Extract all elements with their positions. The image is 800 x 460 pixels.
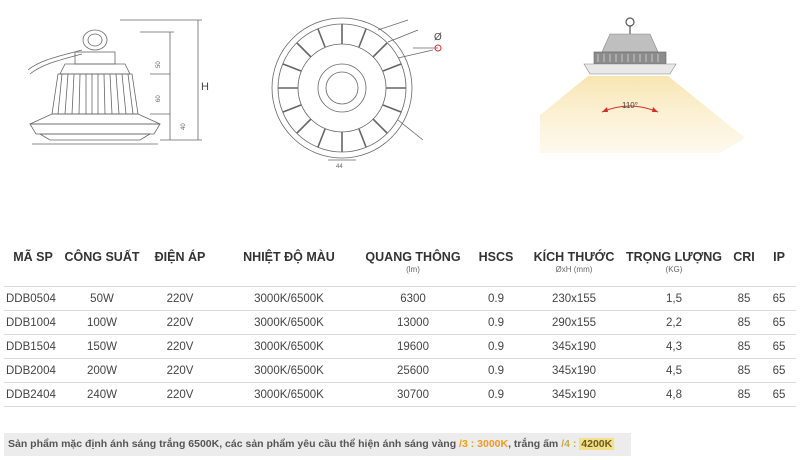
cell-power-factor: 0.9: [466, 383, 526, 407]
cell-voltage: 220V: [142, 311, 218, 335]
cell-color-temperature: 3000K/6500K: [218, 383, 360, 407]
cell-power-factor: 0.9: [466, 311, 526, 335]
side-view-drawing: [20, 12, 230, 162]
cell-power: 240W: [62, 383, 142, 407]
side-height-label: H: [201, 81, 209, 93]
note-neutral-prefix: /4 :: [561, 438, 580, 450]
cell-power-factor: 0.9: [466, 335, 526, 359]
note-neutral-value: 4200K: [581, 438, 613, 450]
side-dim-label: 40: [181, 123, 187, 130]
top-view-drawing: [258, 10, 458, 170]
cell-ip: 65: [762, 359, 796, 383]
table-header-row: [4, 240, 796, 287]
top-diameter-label: Ø: [434, 32, 442, 43]
cell-cri: 85: [726, 287, 762, 311]
cell-luminous-flux: 25600: [360, 359, 466, 383]
cell-voltage: 220V: [142, 335, 218, 359]
header-voltage: ĐIỆN ÁP: [154, 250, 206, 264]
cell-color-temperature: 3000K/6500K: [218, 311, 360, 335]
header-weight: TRỌNG LƯỢNG (KG): [625, 250, 723, 274]
cell-cri: 85: [726, 335, 762, 359]
cell-weight: 1,5: [622, 287, 726, 311]
cell-power-factor: 0.9: [466, 287, 526, 311]
cell-power: 100W: [62, 311, 142, 335]
cell-weight: 4,5: [622, 359, 726, 383]
header-power-factor: HSCS: [478, 250, 514, 264]
cell-dimensions: 290x155: [526, 311, 622, 335]
cell-color-temperature: 3000K/6500K: [218, 287, 360, 311]
product-drawings: [0, 0, 800, 170]
cell-product-code: DDB2404: [4, 383, 62, 407]
table-row: [4, 287, 796, 311]
cell-product-code: DDB0504: [4, 287, 62, 311]
cell-dimensions: 345x190: [526, 335, 622, 359]
cell-ip: 65: [762, 383, 796, 407]
cell-ip: 65: [762, 287, 796, 311]
table-row: [4, 335, 796, 359]
header-dimensions: KÍCH THƯỚC ØxH (mm): [533, 250, 615, 274]
cell-power: 200W: [62, 359, 142, 383]
cell-product-code: DDB1004: [4, 311, 62, 335]
side-dim-label: 50: [156, 61, 162, 68]
cell-weight: 4,8: [622, 383, 726, 407]
cell-dimensions: 345x190: [526, 359, 622, 383]
note-warm-option: /3 : 3000K: [459, 438, 509, 450]
cell-cri: 85: [726, 359, 762, 383]
cell-luminous-flux: 19600: [360, 335, 466, 359]
cell-weight: 4,3: [622, 335, 726, 359]
beam-angle-illustration: [540, 8, 750, 158]
cell-power: 150W: [62, 335, 142, 359]
table-row: [4, 383, 796, 407]
cell-voltage: 220V: [142, 359, 218, 383]
cell-dimensions: 230x155: [526, 287, 622, 311]
cell-dimensions: 345x190: [526, 383, 622, 407]
header-color-temperature: NHIỆT ĐỘ MÀU: [243, 250, 335, 264]
top-dim-label: 44: [336, 164, 343, 170]
cell-color-temperature: 3000K/6500K: [218, 359, 360, 383]
header-cri: CRI: [733, 250, 755, 264]
cell-cri: 85: [726, 383, 762, 407]
spec-table: [4, 240, 796, 407]
cell-color-temperature: 3000K/6500K: [218, 335, 360, 359]
side-dim-label: 60: [156, 95, 162, 102]
cell-power: 50W: [62, 287, 142, 311]
cell-product-code: DDB2004: [4, 359, 62, 383]
cell-luminous-flux: 13000: [360, 311, 466, 335]
note-text: , trắng ấm: [508, 438, 562, 450]
table-row: [4, 311, 796, 335]
cell-ip: 65: [762, 311, 796, 335]
cell-voltage: 220V: [142, 287, 218, 311]
cell-ip: 65: [762, 335, 796, 359]
color-temperature-note: [4, 433, 631, 456]
header-luminous-flux: QUANG THÔNG (lm): [365, 250, 461, 274]
note-text: Sản phẩm mặc định ánh sáng trắng 6500K, các sản phẩm yêu cầu thể hiện ánh sáng vàng: [8, 438, 460, 450]
header-product-code: MÃ SP: [13, 250, 53, 264]
cell-luminous-flux: 6300: [360, 287, 466, 311]
cell-product-code: DDB1504: [4, 335, 62, 359]
table-row: [4, 359, 796, 383]
cell-voltage: 220V: [142, 383, 218, 407]
cell-power-factor: 0.9: [466, 359, 526, 383]
cell-luminous-flux: 30700: [360, 383, 466, 407]
cell-cri: 85: [726, 311, 762, 335]
beam-angle-label: 110°: [622, 101, 638, 110]
header-power: CÔNG SUẤT: [64, 250, 140, 264]
header-ip: IP: [773, 250, 785, 264]
cell-weight: 2,2: [622, 311, 726, 335]
